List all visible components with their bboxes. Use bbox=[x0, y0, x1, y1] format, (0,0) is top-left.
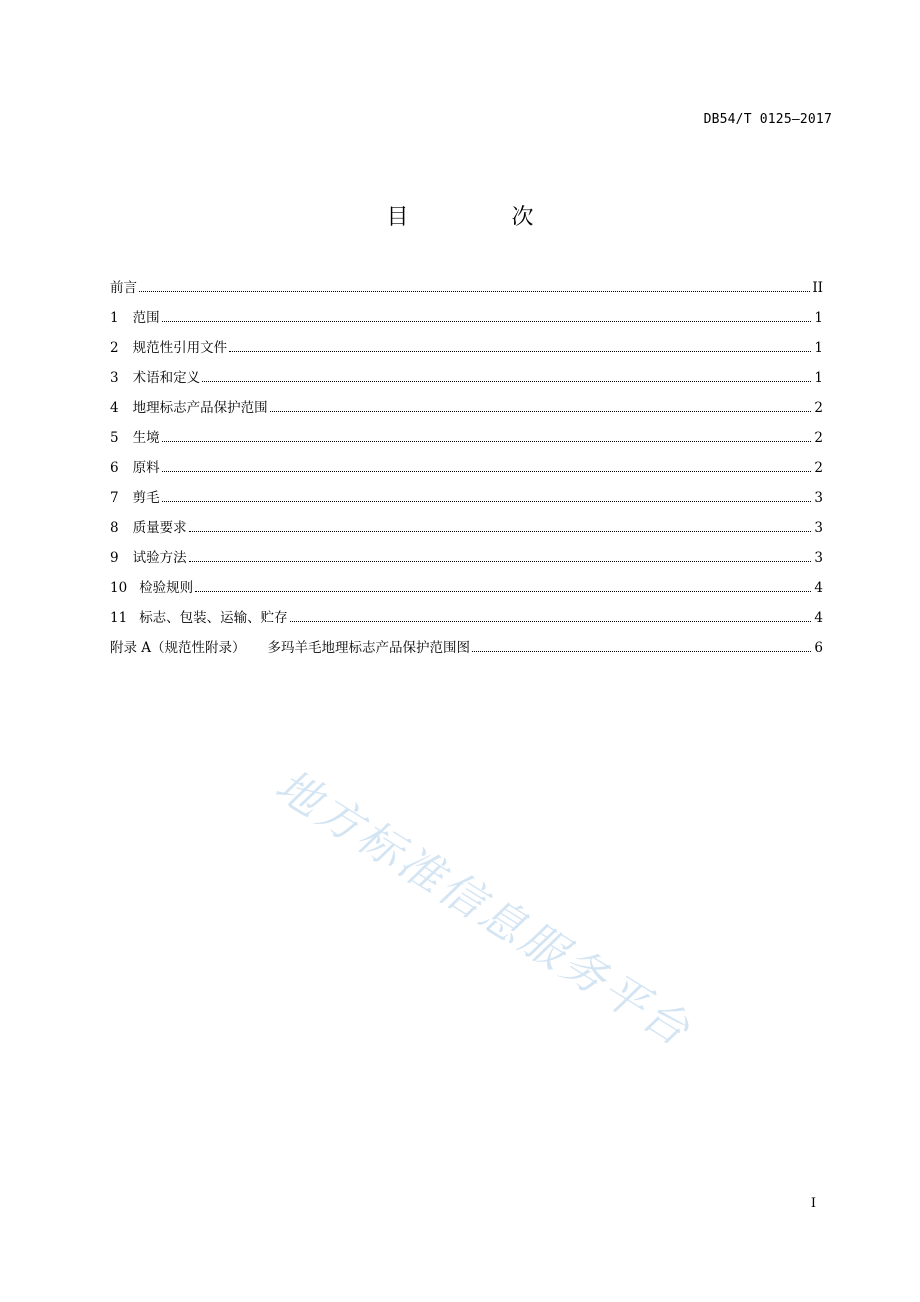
toc-entry-number: 2 bbox=[110, 340, 119, 356]
toc-entry-page: 1 bbox=[814, 310, 823, 326]
toc-annex-prefix: 附录 A（规范性附录） bbox=[110, 640, 246, 656]
toc-entry-label: 术语和定义 bbox=[132, 370, 201, 386]
toc-list bbox=[110, 278, 823, 668]
toc-leader-dots bbox=[189, 560, 811, 562]
toc-entry-label: 剪毛 bbox=[132, 490, 160, 506]
toc-entry-label: 多玛羊毛地理标志产品保护范围图 bbox=[267, 640, 471, 656]
page-number: I bbox=[810, 1196, 816, 1211]
toc-entry-label: 标志、包装、运输、贮存 bbox=[139, 610, 288, 626]
toc-entry-page: II bbox=[812, 280, 823, 296]
toc-entry-page: 2 bbox=[814, 430, 823, 446]
toc-entry-habitat[interactable] bbox=[110, 428, 823, 458]
toc-entry-page: 4 bbox=[814, 610, 823, 626]
toc-entry-quality-requirements[interactable] bbox=[110, 518, 823, 548]
toc-entry-page: 1 bbox=[814, 340, 823, 356]
toc-leader-dots bbox=[195, 590, 811, 592]
toc-entry-label: 试验方法 bbox=[132, 550, 187, 566]
toc-leader-dots bbox=[139, 290, 810, 292]
toc-entry-label: 规范性引用文件 bbox=[132, 340, 228, 356]
toc-leader-dots bbox=[472, 650, 811, 652]
toc-entry-terms-definitions[interactable] bbox=[110, 368, 823, 398]
toc-entry-marking-packaging[interactable] bbox=[110, 608, 823, 638]
toc-leader-dots bbox=[229, 350, 811, 352]
toc-entry-number: 7 bbox=[110, 490, 119, 506]
toc-entry-label: 检验规则 bbox=[139, 580, 194, 596]
toc-entry-scope[interactable] bbox=[110, 308, 823, 338]
toc-entry-foreword[interactable] bbox=[110, 278, 823, 308]
toc-entry-shearing[interactable] bbox=[110, 488, 823, 518]
watermark: 地方标准信息服务平台 bbox=[266, 760, 701, 1058]
toc-entry-page: 4 bbox=[814, 580, 823, 596]
toc-entry-number: 1 bbox=[110, 310, 119, 326]
toc-entry-annex-a[interactable] bbox=[110, 638, 823, 668]
toc-entry-page: 2 bbox=[814, 460, 823, 476]
toc-entry-label: 前言 bbox=[110, 280, 137, 296]
toc-entry-number: 3 bbox=[110, 370, 119, 386]
toc-entry-page: 3 bbox=[814, 550, 823, 566]
toc-entry-label: 地理标志产品保护范围 bbox=[132, 400, 268, 416]
toc-entry-inspection-rules[interactable] bbox=[110, 578, 823, 608]
toc-entry-label: 原料 bbox=[132, 460, 160, 476]
toc-entry-protection-range[interactable] bbox=[110, 398, 823, 428]
toc-leader-dots bbox=[162, 440, 811, 442]
toc-leader-dots bbox=[202, 380, 811, 382]
toc-entry-number: 4 bbox=[110, 400, 119, 416]
toc-entry-label: 质量要求 bbox=[132, 520, 187, 536]
toc-leader-dots bbox=[162, 320, 811, 322]
toc-leader-dots bbox=[290, 620, 811, 622]
toc-entry-page: 1 bbox=[814, 370, 823, 386]
toc-entry-page: 3 bbox=[814, 520, 823, 536]
toc-entry-label: 范围 bbox=[132, 310, 160, 326]
toc-entry-page: 2 bbox=[814, 400, 823, 416]
toc-entry-number: 6 bbox=[110, 460, 119, 476]
toc-entry-raw-material[interactable] bbox=[110, 458, 823, 488]
toc-entry-test-methods[interactable] bbox=[110, 548, 823, 578]
toc-leader-dots bbox=[162, 500, 811, 502]
document-code: DB54/T 0125—2017 bbox=[703, 112, 832, 127]
toc-leader-dots bbox=[189, 530, 811, 532]
toc-entry-number: 11 bbox=[110, 610, 128, 626]
toc-entry-number: 5 bbox=[110, 430, 119, 446]
toc-entry-number: 8 bbox=[110, 520, 119, 536]
toc-entry-number: 9 bbox=[110, 550, 119, 566]
toc-title: 目 次 bbox=[386, 205, 582, 230]
toc-entry-label: 生境 bbox=[132, 430, 160, 446]
toc-entry-page: 3 bbox=[814, 490, 823, 506]
toc-entry-page: 6 bbox=[814, 640, 823, 656]
toc-entry-number: 10 bbox=[110, 580, 128, 596]
toc-entry-normative-references[interactable] bbox=[110, 338, 823, 368]
toc-leader-dots bbox=[270, 410, 811, 412]
toc-leader-dots bbox=[162, 470, 811, 472]
